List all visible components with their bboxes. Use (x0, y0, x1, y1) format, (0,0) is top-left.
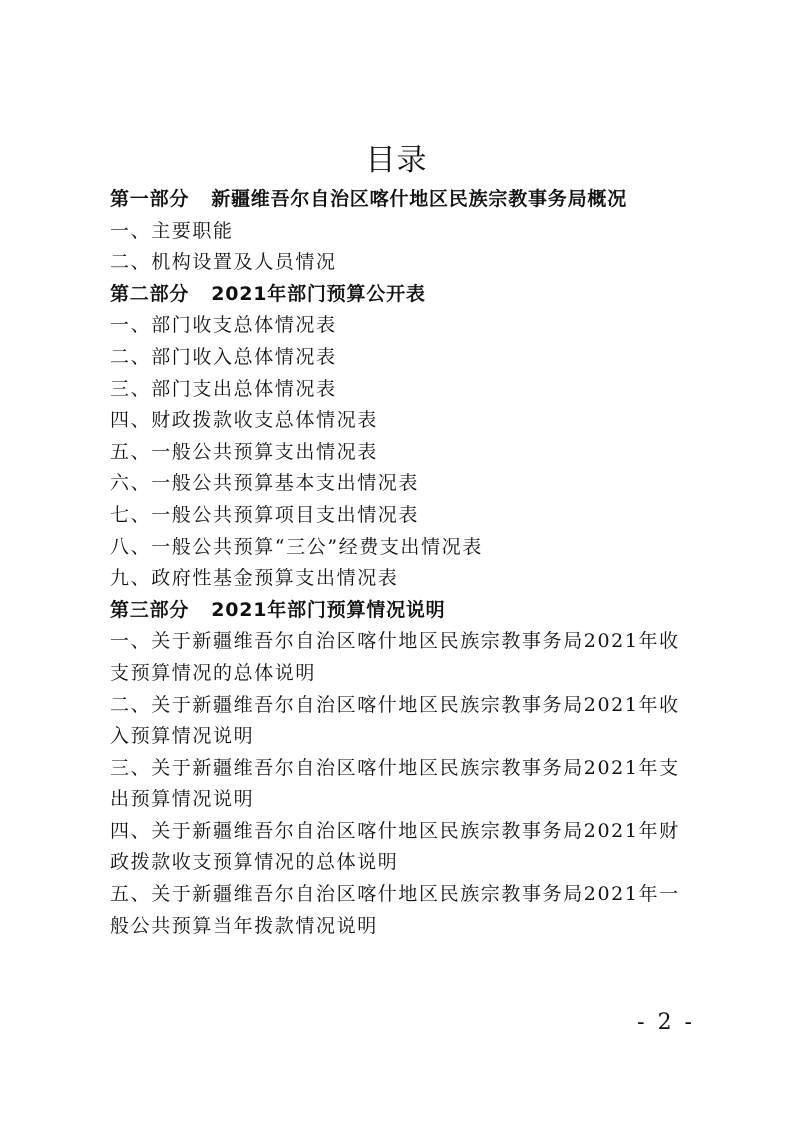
toc-item-line: 出预算情况说明 (110, 788, 255, 811)
toc-item[interactable]: 八、一般公共预算“三公”经费支出情况表 (110, 535, 483, 558)
toc-item[interactable]: 四、财政拨款收支总体情况表 (110, 409, 378, 432)
part-title: 2021年部门预算情况说明 (211, 598, 446, 621)
toc-item-line: 四、关于新疆维吾尔自治区喀什地区民族宗教事务局2021年财 (110, 819, 680, 842)
toc-item-line: 一、关于新疆维吾尔自治区喀什地区民族宗教事务局2021年收 (110, 630, 680, 653)
part-label: 第一部分 (110, 188, 190, 210)
table-of-contents (110, 184, 690, 942)
part-title: 新疆维吾尔自治区喀什地区民族宗教事务局概况 (211, 188, 628, 210)
toc-item[interactable]: 三、部门支出总体情况表 (110, 377, 337, 400)
toc-item[interactable]: 二、机构设置及人员情况 (110, 251, 337, 274)
toc-item[interactable]: 七、一般公共预算项目支出情况表 (110, 503, 420, 526)
toc-item[interactable] (110, 753, 690, 816)
toc-item-line: 二、关于新疆维吾尔自治区喀什地区民族宗教事务局2021年收 (110, 693, 680, 716)
part-title: 2021年部门预算公开表 (211, 282, 426, 305)
toc-item-line: 三、关于新疆维吾尔自治区喀什地区民族宗教事务局2021年支 (110, 756, 680, 779)
toc-item-line: 般公共预算当年拨款情况说明 (110, 914, 378, 937)
toc-item[interactable]: 二、部门收入总体情况表 (110, 345, 337, 368)
toc-item-line: 入预算情况说明 (110, 725, 255, 748)
toc-part-heading[interactable] (110, 184, 690, 216)
part-label: 第三部分 (110, 598, 190, 621)
toc-item[interactable] (110, 626, 690, 689)
toc-item[interactable] (110, 879, 690, 942)
toc-item[interactable]: 九、政府性基金预算支出情况表 (110, 567, 399, 590)
toc-item-line: 支预算情况的总体说明 (110, 661, 317, 684)
page-number: - 2 - (637, 1010, 695, 1035)
toc-part-heading[interactable] (110, 279, 690, 311)
part-label: 第二部分 (110, 282, 190, 305)
toc-item[interactable]: 一、部门收支总体情况表 (110, 314, 337, 337)
toc-item[interactable]: 五、一般公共预算支出情况表 (110, 440, 378, 463)
page-title: 目录 (365, 143, 428, 178)
toc-item[interactable] (110, 816, 690, 879)
toc-item[interactable]: 一、主要职能 (110, 219, 234, 242)
toc-item-line: 政拨款收支预算情况的总体说明 (110, 851, 399, 874)
toc-item[interactable] (110, 690, 690, 753)
toc-part-heading[interactable] (110, 595, 690, 627)
toc-item-line: 五、关于新疆维吾尔自治区喀什地区民族宗教事务局2021年一 (110, 883, 680, 906)
toc-item[interactable]: 六、一般公共预算基本支出情况表 (110, 472, 420, 495)
